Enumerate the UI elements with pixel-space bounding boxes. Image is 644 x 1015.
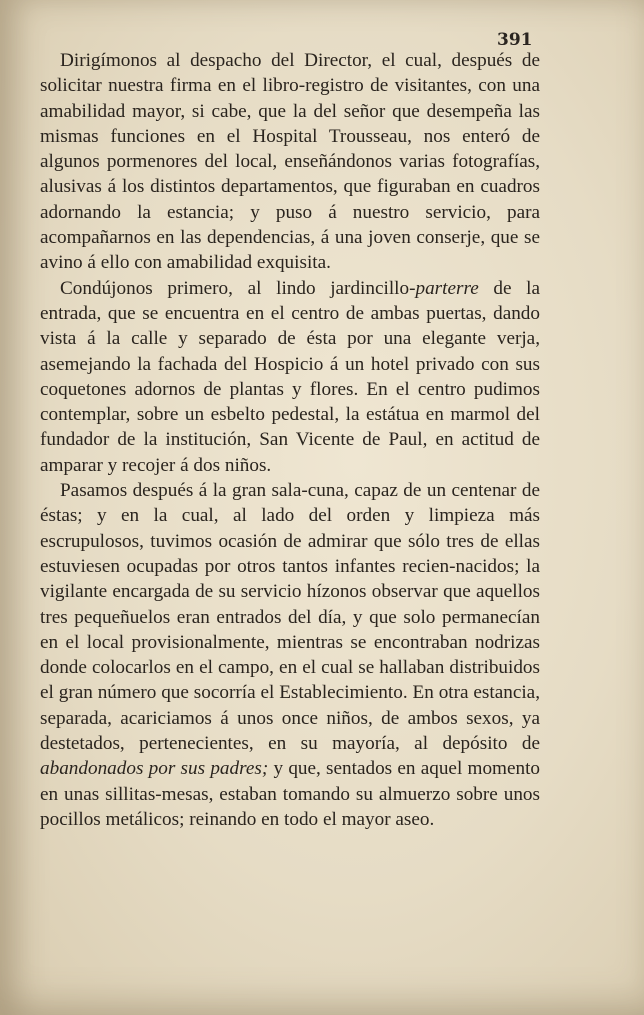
paragraph-text: Dirigímonos al despacho del Director, el cual, después de solicitar nuestra firma en el libro-registro de visitantes, con una amabilidad mayor, si cabe, que la del señor que desempeña las mismas funciones en el Hospital Trousseau, nos enteró de algunos pormenores del local, enseñándonos varias fotografías, alusivas á los distintos departamentos, que figuraban en cuadros adornando la estancia; y puso á nuestro servicio, para acompañarnos en las dependencias, á una joven conserje, que se avino á ello con amabilidad exquisita.: [40, 50, 540, 274]
italic-term: parterre: [415, 277, 479, 299]
page-number: 391: [497, 30, 533, 50]
paragraph-text: de la entrada, que se encuentra en el centro de ambas puertas, dando vista á la calle y separado de ésta por una elegante verja, asemejando la fachada del Hospicio á un hotel privado con sus coquetones adornos de plantas y flores. En el centro pudimos contemplar, sobre un esbelto pedestal, la estátua en marmol del fundador de la institución, San Vicente de Paul, en actitud de amparar y recojer á dos niños.: [40, 277, 540, 476]
paragraph-director-visit: [40, 48, 540, 276]
paragraph-nursery: [40, 478, 540, 832]
paragraph-text: Pasamos después á la gran sala-cuna, capaz de un centenar de éstas; y en la cual, al lado del orden y limpieza más escrupulosos, tuvimos ocasión de admirar que sólo tres de ellas estuviesen ocupadas por otros tantos infantes recien-nacidos; la vigilante encargada de su servicio hízonos observar que aquellos tres pequeñuelos eran entrados del día, y que solo permanecían en el local provisionalmente, mientras se encontraban nodrizas donde colocarlos en el campo, en el cual se hallaban distribuidos el gran número que socorría el Establecimiento. En otra estancia, separada, acariciamos á unos once niños, de ambos sexos, ya destetados, pertenecientes, en su mayoría, al depósito de: [40, 480, 540, 755]
paragraph-text: Condújonos primero, al lindo jardincillo-: [60, 277, 416, 299]
body-text: [40, 48, 540, 832]
paragraph-garden: [40, 276, 540, 478]
italic-term: abandonados por sus padres;: [40, 758, 269, 780]
paragraph-text: y que, sentados en aquel momento en unas sillitas-mesas, estaban tomando su almuerzo sobre unos pocillos metálicos; reinando en todo el mayor aseo.: [40, 758, 541, 830]
